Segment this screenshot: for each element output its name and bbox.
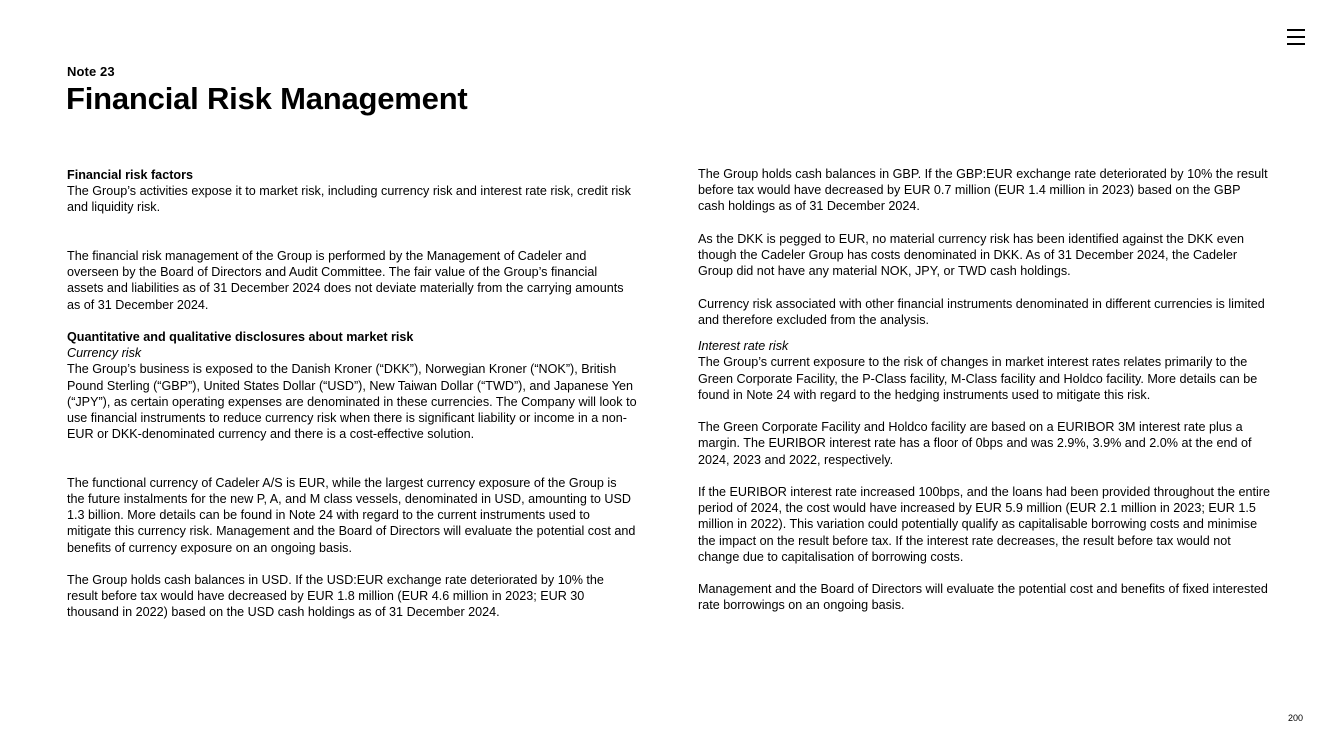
- page-title: Financial Risk Management: [66, 81, 468, 116]
- paragraph: The Green Corporate Facility and Holdco facility are based on a EURIBOR 3M interest rate plus a margin. The EURIBOR interest rate has a floor of 0bps and was 2.9%, 3.9% and 2.0% at the end of 2024, 2023 and 2022, respectively.: [698, 420, 1252, 467]
- paragraph: The financial risk management of the Group is performed by the Management of Cadeler and overseen by the Board of Directors and Audit Committee. The fair value of the Group’s financial assets and liabilities as of 31 December 2024 does not deviate materially from the carrying amounts as of 31 December 2024.: [67, 248, 624, 312]
- paragraph: The Group’s business is exposed to the Danish Kroner (“DKK”), Norwegian Kroner (“NOK”), British Pound Sterling (“GBP”), United States Dollar (“USD”), New Taiwan Dollar (“TWD”), and Japanese Yen (“JPY”), as certain operating expenses are denominated in these currencies. The Company will look to use financial instruments to reduce currency risk when there is significant liability or income in a non-EUR or DKK-denominated currency and there is a cost-effective solution.: [67, 362, 637, 442]
- menu-bar: [1287, 29, 1305, 31]
- right-column: [698, 166, 1270, 630]
- spacer: [67, 459, 637, 475]
- section-heading-financial-risk-factors: Financial risk factors: [67, 168, 193, 182]
- note-label: Note 23: [67, 64, 115, 79]
- paragraph: Management and the Board of Directors will evaluate the potential cost and benefits of fixed interested rate borrowings on an ongoing basis.: [698, 582, 1268, 613]
- paragraph: The functional currency of Cadeler A/S is EUR, while the largest currency exposure of the Group is the future instalments for the new P, A, and M class vessels, denominated in USD, amounting to USD 1.3 billion. More details can be found in Note 24 with regard to the current instruments used to mitigate this currency risk. Management and the Board of Directors will evaluate the potential cost and benefits of currency exposure on an ongoing basis.: [67, 475, 636, 555]
- subheading-interest-rate-risk: Interest rate risk: [698, 339, 789, 354]
- section-heading-market-risk: Quantitative and qualitative disclosures about market risk: [67, 329, 414, 344]
- spacer: [67, 232, 637, 248]
- paragraph: As the DKK is pegged to EUR, no material currency risk has been identified against the DKK even though the Cadeler Group has costs denominated in DKK. As of 31 December 2024, the Cadeler Group did not have any material NOK, JPY, or TWD cash holdings.: [698, 231, 1245, 279]
- subheading-currency-risk: Currency risk: [67, 346, 142, 361]
- paragraph: The Group holds cash balances in GBP. If the GBP:EUR exchange rate deteriorated by 10% the result before tax would have decreased by EUR 0.7 million (EUR 1.4 million in 2023) based on the GBP cash holdings as of 31 December 2024.: [698, 167, 1268, 214]
- menu-bar: [1287, 36, 1305, 38]
- hamburger-menu-icon[interactable]: [1287, 28, 1305, 44]
- paragraph: Currency risk associated with other financial instruments denominated in different currencies is limited and therefore excluded from the analysis.: [698, 296, 1265, 327]
- menu-bar: [1287, 43, 1305, 45]
- paragraph: The Group holds cash balances in USD. If the USD:EUR exchange rate deteriorated by 10% the result before tax would have decreased by EUR 1.8 million (EUR 4.6 million in 2023; EUR 30 thousand in 2022) based on the USD cash holdings as of 31 December 2024.: [67, 572, 604, 620]
- paragraph: The Group’s activities expose it to market risk, including currency risk and interest rate risk, credit risk and liquidity risk.: [67, 184, 631, 215]
- page-number: 200: [1288, 713, 1304, 723]
- paragraph: The Group’s current exposure to the risk of changes in market interest rates relates primarily to the Green Corporate Facility, the P-Class facility, M-Class facility and Holdco facility. More details can be found in Note 24 with regard to the hedging instruments used to mitigate this risk.: [698, 355, 1258, 402]
- left-column: [67, 167, 637, 637]
- paragraph: If the EURIBOR interest rate increased 100bps, and the loans had been provided throughout the entire period of 2024, the cost would have increased by EUR 5.9 million (EUR 2.1 million in 2023; EUR 1.5 million in 2022). This variation could potentially qualify as capitalisable borrowing costs and minimise the impact on the result before tax. If the interest rate decreases, the result before tax would not change due to capitalisation of borrowing costs.: [698, 484, 1270, 564]
